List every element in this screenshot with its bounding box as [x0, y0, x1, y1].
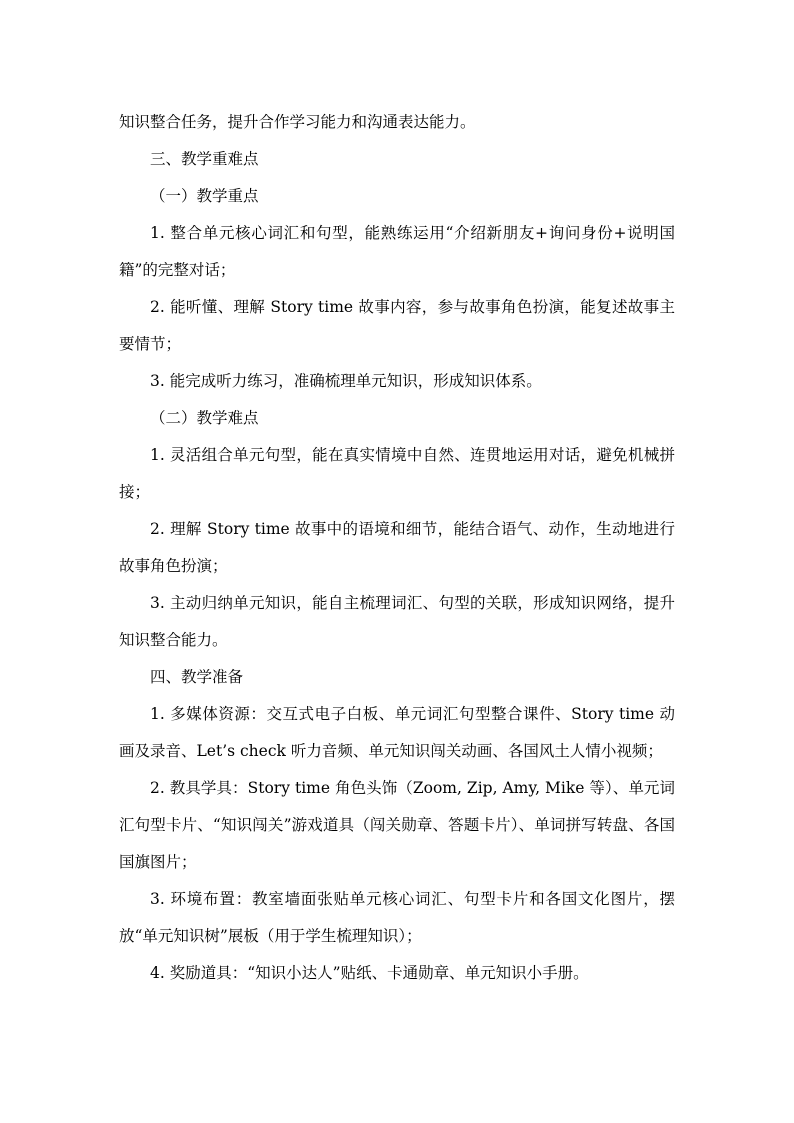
- key-point-item-1: 1. 整合单元核心词汇和句型，能熟练运用“介绍新朋友+询问身份+说明国籍”的完整对话；: [119, 224, 675, 279]
- subheading-difficult-points: （二）教学难点: [150, 409, 259, 427]
- key-point-item-2: 2. 能听懂、理解 Story time 故事内容，参与故事角色扮演，能复述故事主要情节；: [119, 298, 675, 353]
- preparation-item-1: 1. 多媒体资源：交互式电子白板、单元词汇句型整合课件、Story time 动画及录音、Let’s check 听力音频、单元知识闯关动画、各国风土人情小视频；: [119, 705, 675, 760]
- preparation-item-4: 4. 奖励道具：“知识小达人”贴纸、卡通勋章、单元知识小手册。: [150, 964, 589, 982]
- difficult-point-item-3: 3. 主动归纳单元知识，能自主梳理词汇、句型的关联，形成知识网络，提升知识整合能力。: [119, 594, 675, 649]
- difficult-point-item-2: 2. 理解 Story time 故事中的语境和细节，能结合语气、动作，生动地进行故事角色扮演；: [119, 520, 675, 575]
- subheading-key-points: （一）教学重点: [150, 187, 259, 205]
- difficult-point-item-1: 1. 灵活组合单元句型，能在真实情境中自然、连贯地运用对话，避免机械拼接；: [119, 446, 675, 501]
- section-heading-preparation: 四、教学准备: [150, 668, 244, 686]
- preparation-item-2: 2. 教具学具：Story time 角色头饰（Zoom, Zip, Amy, Mike 等）、单元词汇句型卡片、“知识闯关”游戏道具（闯关勋章、答题卡片）、单词拼写转盘、各国国旗图片；: [119, 779, 675, 871]
- paragraph-continuation: 知识整合任务，提升合作学习能力和沟通表达能力。: [119, 113, 476, 131]
- key-point-item-3: 3. 能完成听力练习，准确梳理单元知识，形成知识体系。: [150, 372, 542, 390]
- document-body: [119, 104, 675, 992]
- preparation-item-3: 3. 环境布置：教室墙面张贴单元核心词汇、句型卡片和各国文化图片，摆放“单元知识树”展板（用于学生梳理知识）；: [119, 890, 675, 945]
- section-heading-key-difficult-points: 三、教学重难点: [150, 150, 259, 168]
